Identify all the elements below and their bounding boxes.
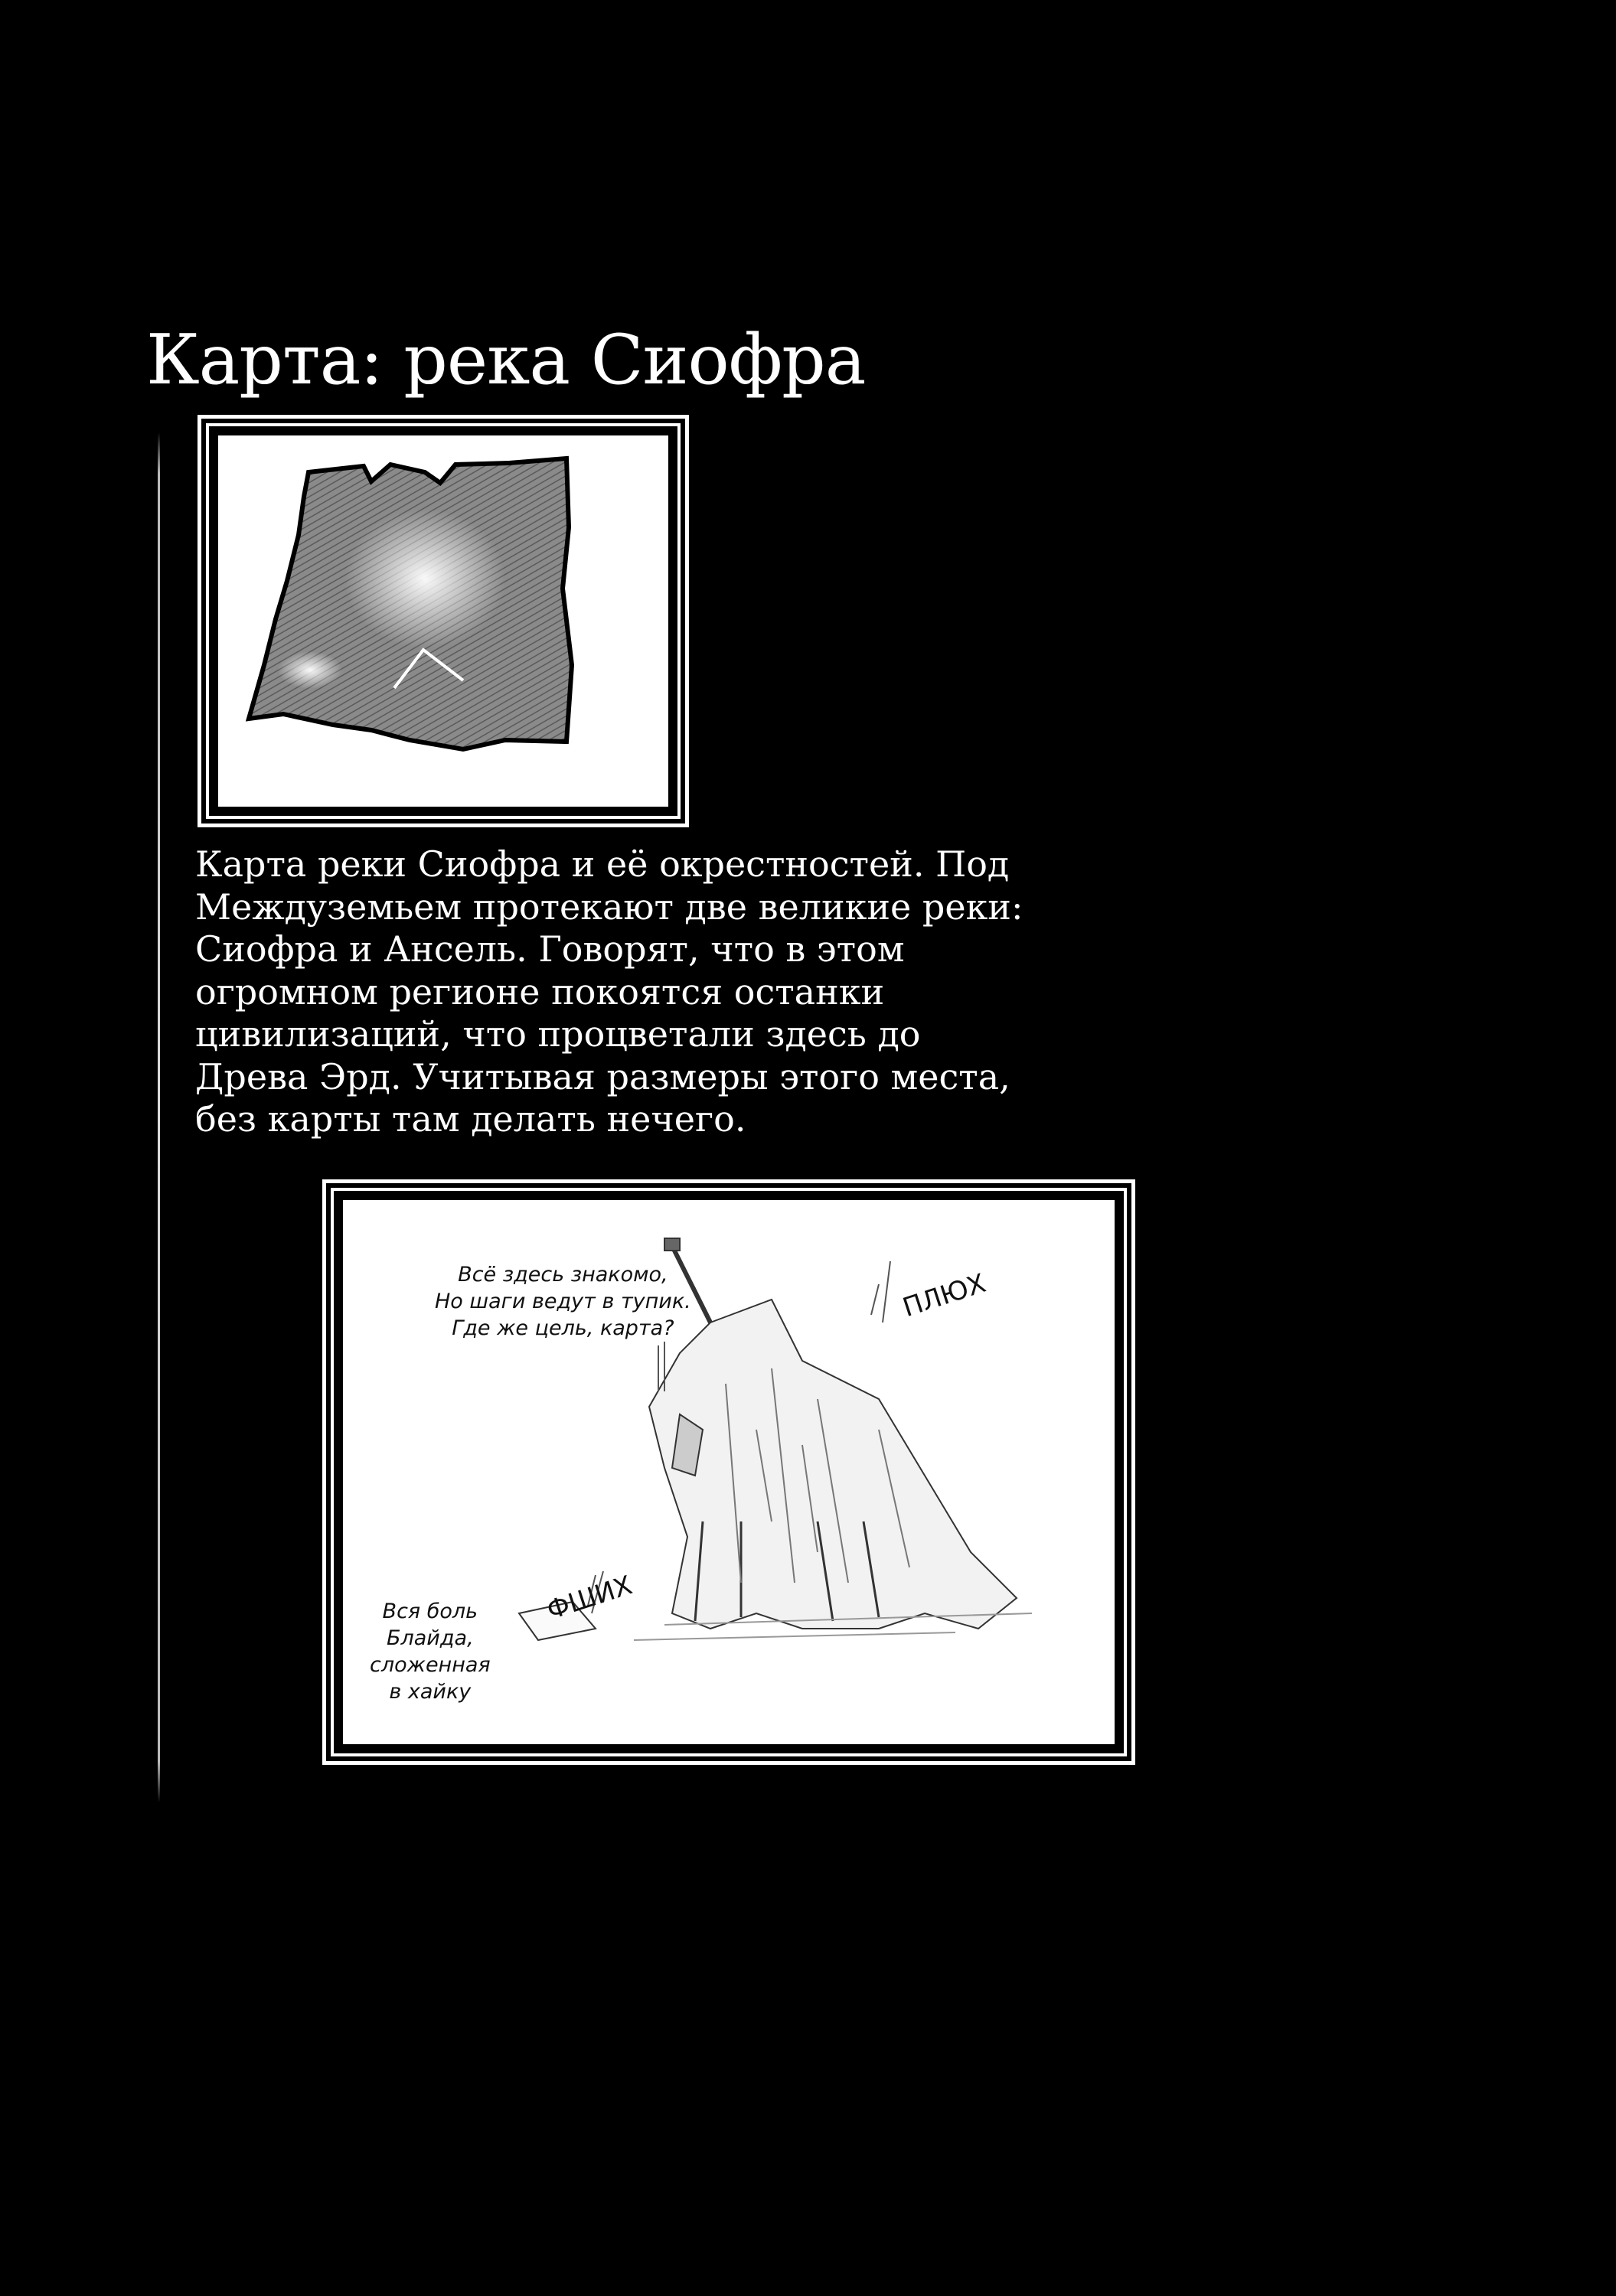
haiku-line: Где же цель, карта? (452, 1316, 674, 1340)
description-line: цивилизаций, что процветали здесь до (195, 1013, 921, 1055)
comic-panel (343, 1200, 1115, 1744)
caption-line: в хайку (389, 1680, 472, 1704)
caption-text (370, 1598, 491, 1705)
haiku-text (435, 1261, 691, 1342)
sfx-whoosh: ФШИХ (543, 1570, 636, 1626)
caption-line: Блайда, (386, 1626, 474, 1650)
map-illustration-frame (198, 415, 689, 827)
caption-line: сложенная (370, 1653, 491, 1677)
page-title: Карта: река Сиофра (146, 320, 866, 400)
item-description (195, 843, 1076, 1141)
description-line: огромном регионе покоятся останки (195, 970, 885, 1013)
sfx-plop: ПЛЮХ (899, 1267, 990, 1324)
torn-map-icon (218, 435, 668, 807)
caption-line: Вся боль (382, 1600, 478, 1623)
description-line: Сиофра и Ансель. Говорят, что в этом (195, 928, 905, 970)
description-line: без карты там делать нечего. (195, 1098, 746, 1140)
comic-panel-frame (322, 1179, 1135, 1765)
description-line: Междуземьем протекают две великие реки: (195, 885, 1023, 928)
haiku-line: Но шаги ведут в тупик. (435, 1290, 691, 1313)
haiku-line: Всё здесь знакомо, (458, 1263, 668, 1287)
decorative-divider (158, 432, 160, 1802)
description-line: Карта реки Сиофра и её окрестностей. Под (195, 843, 1010, 885)
description-line: Древа Эрд. Учитывая размеры этого места, (195, 1055, 1010, 1097)
